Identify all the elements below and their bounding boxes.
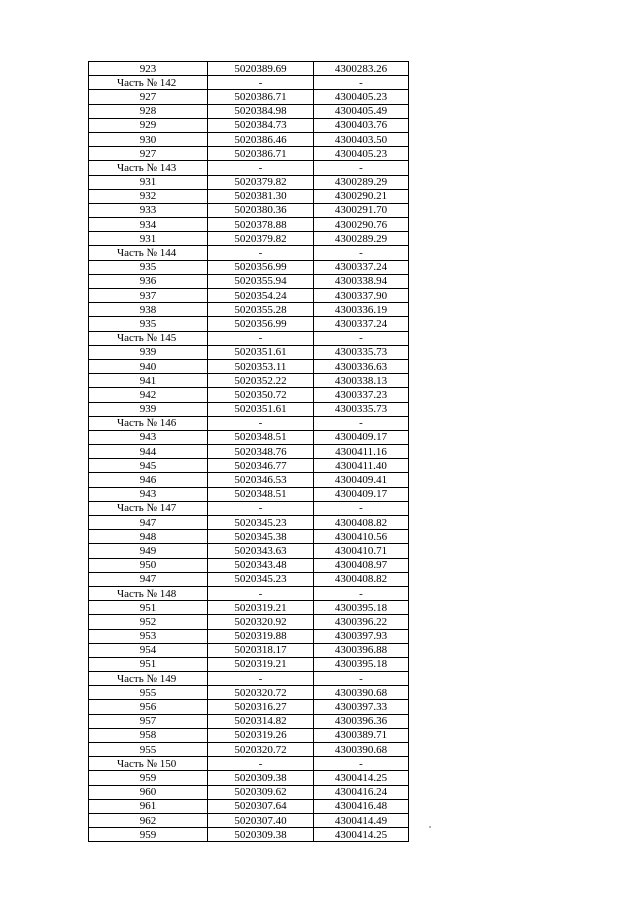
table-row [89,289,409,303]
y-coordinate-cell: 4300397.33 [314,700,409,714]
x-coordinate-cell: - [208,416,314,430]
table-row [89,175,409,189]
table-row [89,487,409,501]
x-coordinate-cell: 5020355.94 [208,274,314,288]
table-row [89,388,409,402]
y-coordinate-cell: 4300405.23 [314,147,409,161]
y-coordinate-cell: 4300408.82 [314,516,409,530]
x-coordinate-cell: - [208,757,314,771]
table-row [89,430,409,444]
point-number-cell: 936 [89,274,208,288]
x-coordinate-cell: 5020386.71 [208,147,314,161]
y-coordinate-cell: 4300410.71 [314,544,409,558]
point-number-cell: 942 [89,388,208,402]
x-coordinate-cell: - [208,246,314,260]
x-coordinate-cell: 5020348.51 [208,487,314,501]
point-number-cell: 941 [89,374,208,388]
point-number-cell: 940 [89,359,208,373]
point-number-cell: 958 [89,728,208,742]
part-label-cell: Часть № 142 [89,76,208,90]
y-coordinate-cell: 4300395.18 [314,657,409,671]
part-label-cell: Часть № 147 [89,501,208,515]
y-coordinate-cell: 4300405.49 [314,104,409,118]
x-coordinate-cell: 5020352.22 [208,374,314,388]
point-number-cell: 947 [89,572,208,586]
x-coordinate-cell: 5020343.63 [208,544,314,558]
y-coordinate-cell: 4300291.70 [314,203,409,217]
y-coordinate-cell: 4300335.73 [314,402,409,416]
table-row [89,828,409,842]
y-coordinate-cell: 4300408.82 [314,572,409,586]
y-coordinate-cell: 4300337.24 [314,317,409,331]
x-coordinate-cell: 5020379.82 [208,175,314,189]
point-number-cell: 956 [89,700,208,714]
x-coordinate-cell: 5020351.61 [208,402,314,416]
y-coordinate-cell: 4300403.50 [314,132,409,146]
x-coordinate-cell: 5020345.23 [208,516,314,530]
point-number-cell: 937 [89,289,208,303]
part-header-row [89,76,409,90]
x-coordinate-cell: 5020314.82 [208,714,314,728]
table-row [89,516,409,530]
y-coordinate-cell: 4300414.49 [314,813,409,827]
table-row [89,601,409,615]
coordinates-table [88,61,409,842]
table-row [89,544,409,558]
coordinates-table-body [89,62,409,842]
x-coordinate-cell: 5020389.69 [208,62,314,76]
table-row [89,374,409,388]
y-coordinate-cell: - [314,246,409,260]
x-coordinate-cell: 5020319.88 [208,629,314,643]
table-row [89,303,409,317]
part-label-cell: Часть № 144 [89,246,208,260]
table-row [89,218,409,232]
point-number-cell: 954 [89,643,208,657]
x-coordinate-cell: 5020319.26 [208,728,314,742]
point-number-cell: 955 [89,686,208,700]
x-coordinate-cell: - [208,501,314,515]
x-coordinate-cell: 5020356.99 [208,260,314,274]
table-row [89,203,409,217]
x-coordinate-cell: 5020350.72 [208,388,314,402]
x-coordinate-cell: 5020320.92 [208,615,314,629]
point-number-cell: 938 [89,303,208,317]
y-coordinate-cell: 4300414.25 [314,828,409,842]
table-row [89,147,409,161]
y-coordinate-cell: 4300396.22 [314,615,409,629]
table-row [89,232,409,246]
table-row [89,274,409,288]
point-number-cell: 953 [89,629,208,643]
y-coordinate-cell: 4300405.23 [314,90,409,104]
part-label-cell: Часть № 150 [89,757,208,771]
x-coordinate-cell: 5020379.82 [208,232,314,246]
table-row [89,62,409,76]
point-number-cell: 934 [89,218,208,232]
point-number-cell: 951 [89,601,208,615]
point-number-cell: 955 [89,743,208,757]
point-number-cell: 947 [89,516,208,530]
x-coordinate-cell: 5020348.51 [208,430,314,444]
point-number-cell: 923 [89,62,208,76]
y-coordinate-cell: 4300416.24 [314,785,409,799]
x-coordinate-cell: 5020354.24 [208,289,314,303]
part-header-row [89,501,409,515]
x-coordinate-cell: 5020348.76 [208,445,314,459]
part-label-cell: Часть № 145 [89,331,208,345]
x-coordinate-cell: 5020319.21 [208,657,314,671]
table-row [89,785,409,799]
x-coordinate-cell: 5020307.64 [208,799,314,813]
y-coordinate-cell: 4300337.23 [314,388,409,402]
y-coordinate-cell: 4300336.63 [314,359,409,373]
y-coordinate-cell: 4300290.76 [314,218,409,232]
point-number-cell: 949 [89,544,208,558]
y-coordinate-cell: 4300408.97 [314,558,409,572]
table-row [89,317,409,331]
y-coordinate-cell: - [314,672,409,686]
y-coordinate-cell: 4300289.29 [314,175,409,189]
point-number-cell: 943 [89,430,208,444]
y-coordinate-cell: - [314,331,409,345]
point-number-cell: 945 [89,459,208,473]
x-coordinate-cell: 5020346.53 [208,473,314,487]
table-row [89,459,409,473]
table-row [89,657,409,671]
y-coordinate-cell: 4300414.25 [314,771,409,785]
y-coordinate-cell: 4300409.41 [314,473,409,487]
table-row [89,615,409,629]
y-coordinate-cell: 4300410.56 [314,530,409,544]
part-header-row [89,331,409,345]
table-row [89,728,409,742]
point-number-cell: 960 [89,785,208,799]
table-row [89,700,409,714]
y-coordinate-cell: 4300337.90 [314,289,409,303]
x-coordinate-cell: 5020320.72 [208,686,314,700]
table-row [89,771,409,785]
part-header-row [89,246,409,260]
x-coordinate-cell: - [208,161,314,175]
y-coordinate-cell: - [314,161,409,175]
table-row [89,686,409,700]
table-row [89,345,409,359]
y-coordinate-cell: - [314,501,409,515]
x-coordinate-cell: 5020309.62 [208,785,314,799]
point-number-cell: 935 [89,260,208,274]
point-number-cell: 944 [89,445,208,459]
y-coordinate-cell: 4300411.16 [314,445,409,459]
point-number-cell: 939 [89,345,208,359]
point-number-cell: 931 [89,175,208,189]
x-coordinate-cell: 5020386.46 [208,132,314,146]
y-coordinate-cell: 4300283.26 [314,62,409,76]
x-coordinate-cell: 5020345.38 [208,530,314,544]
x-coordinate-cell: 5020380.36 [208,203,314,217]
y-coordinate-cell: 4300396.36 [314,714,409,728]
x-coordinate-cell: 5020316.27 [208,700,314,714]
table-row [89,189,409,203]
y-coordinate-cell: 4300403.76 [314,118,409,132]
x-coordinate-cell: - [208,331,314,345]
y-coordinate-cell: - [314,76,409,90]
point-number-cell: 928 [89,104,208,118]
point-number-cell: 929 [89,118,208,132]
point-number-cell: 930 [89,132,208,146]
x-coordinate-cell: 5020307.40 [208,813,314,827]
point-number-cell: 927 [89,90,208,104]
point-number-cell: 948 [89,530,208,544]
point-number-cell: 946 [89,473,208,487]
x-coordinate-cell: 5020355.28 [208,303,314,317]
point-number-cell: 957 [89,714,208,728]
x-coordinate-cell: 5020309.38 [208,771,314,785]
point-number-cell: 943 [89,487,208,501]
x-coordinate-cell: - [208,76,314,90]
x-coordinate-cell: - [208,586,314,600]
point-number-cell: 959 [89,771,208,785]
y-coordinate-cell: 4300390.68 [314,743,409,757]
x-coordinate-cell: 5020384.98 [208,104,314,118]
point-number-cell: 931 [89,232,208,246]
table-row [89,813,409,827]
point-number-cell: 927 [89,147,208,161]
x-coordinate-cell: 5020319.21 [208,601,314,615]
table-row [89,799,409,813]
y-coordinate-cell: 4300390.68 [314,686,409,700]
part-header-row [89,672,409,686]
table-row [89,743,409,757]
table-row [89,260,409,274]
y-coordinate-cell: 4300395.18 [314,601,409,615]
point-number-cell: 951 [89,657,208,671]
y-coordinate-cell: 4300396.88 [314,643,409,657]
point-number-cell: 961 [89,799,208,813]
table-row [89,359,409,373]
x-coordinate-cell: 5020318.17 [208,643,314,657]
x-coordinate-cell: 5020356.99 [208,317,314,331]
point-number-cell: 939 [89,402,208,416]
y-coordinate-cell: 4300411.40 [314,459,409,473]
table-row [89,473,409,487]
table-row [89,572,409,586]
point-number-cell: 950 [89,558,208,572]
x-coordinate-cell: 5020309.38 [208,828,314,842]
x-coordinate-cell: - [208,672,314,686]
table-row [89,530,409,544]
y-coordinate-cell: 4300290.21 [314,189,409,203]
y-coordinate-cell: - [314,416,409,430]
y-coordinate-cell: - [314,586,409,600]
y-coordinate-cell: 4300389.71 [314,728,409,742]
y-coordinate-cell: 4300416.48 [314,799,409,813]
table-row [89,402,409,416]
point-number-cell: 952 [89,615,208,629]
part-header-row [89,416,409,430]
scan-speck [429,826,431,828]
table-row [89,558,409,572]
y-coordinate-cell: 4300335.73 [314,345,409,359]
y-coordinate-cell: 4300409.17 [314,430,409,444]
part-label-cell: Часть № 149 [89,672,208,686]
table-row [89,118,409,132]
table-row [89,90,409,104]
table-row [89,714,409,728]
table-row [89,445,409,459]
y-coordinate-cell: 4300397.93 [314,629,409,643]
x-coordinate-cell: 5020345.23 [208,572,314,586]
x-coordinate-cell: 5020353.11 [208,359,314,373]
table-row [89,132,409,146]
y-coordinate-cell: - [314,757,409,771]
point-number-cell: 962 [89,813,208,827]
part-label-cell: Часть № 148 [89,586,208,600]
part-header-row [89,586,409,600]
y-coordinate-cell: 4300338.94 [314,274,409,288]
table-row [89,629,409,643]
y-coordinate-cell: 4300409.17 [314,487,409,501]
y-coordinate-cell: 4300338.13 [314,374,409,388]
x-coordinate-cell: 5020386.71 [208,90,314,104]
y-coordinate-cell: 4300337.24 [314,260,409,274]
part-header-row [89,161,409,175]
x-coordinate-cell: 5020320.72 [208,743,314,757]
point-number-cell: 932 [89,189,208,203]
part-label-cell: Часть № 146 [89,416,208,430]
table-row [89,104,409,118]
x-coordinate-cell: 5020346.77 [208,459,314,473]
x-coordinate-cell: 5020343.48 [208,558,314,572]
x-coordinate-cell: 5020351.61 [208,345,314,359]
part-header-row [89,757,409,771]
x-coordinate-cell: 5020384.73 [208,118,314,132]
x-coordinate-cell: 5020378.88 [208,218,314,232]
table-row [89,643,409,657]
point-number-cell: 935 [89,317,208,331]
y-coordinate-cell: 4300336.19 [314,303,409,317]
point-number-cell: 959 [89,828,208,842]
y-coordinate-cell: 4300289.29 [314,232,409,246]
part-label-cell: Часть № 143 [89,161,208,175]
x-coordinate-cell: 5020381.30 [208,189,314,203]
point-number-cell: 933 [89,203,208,217]
